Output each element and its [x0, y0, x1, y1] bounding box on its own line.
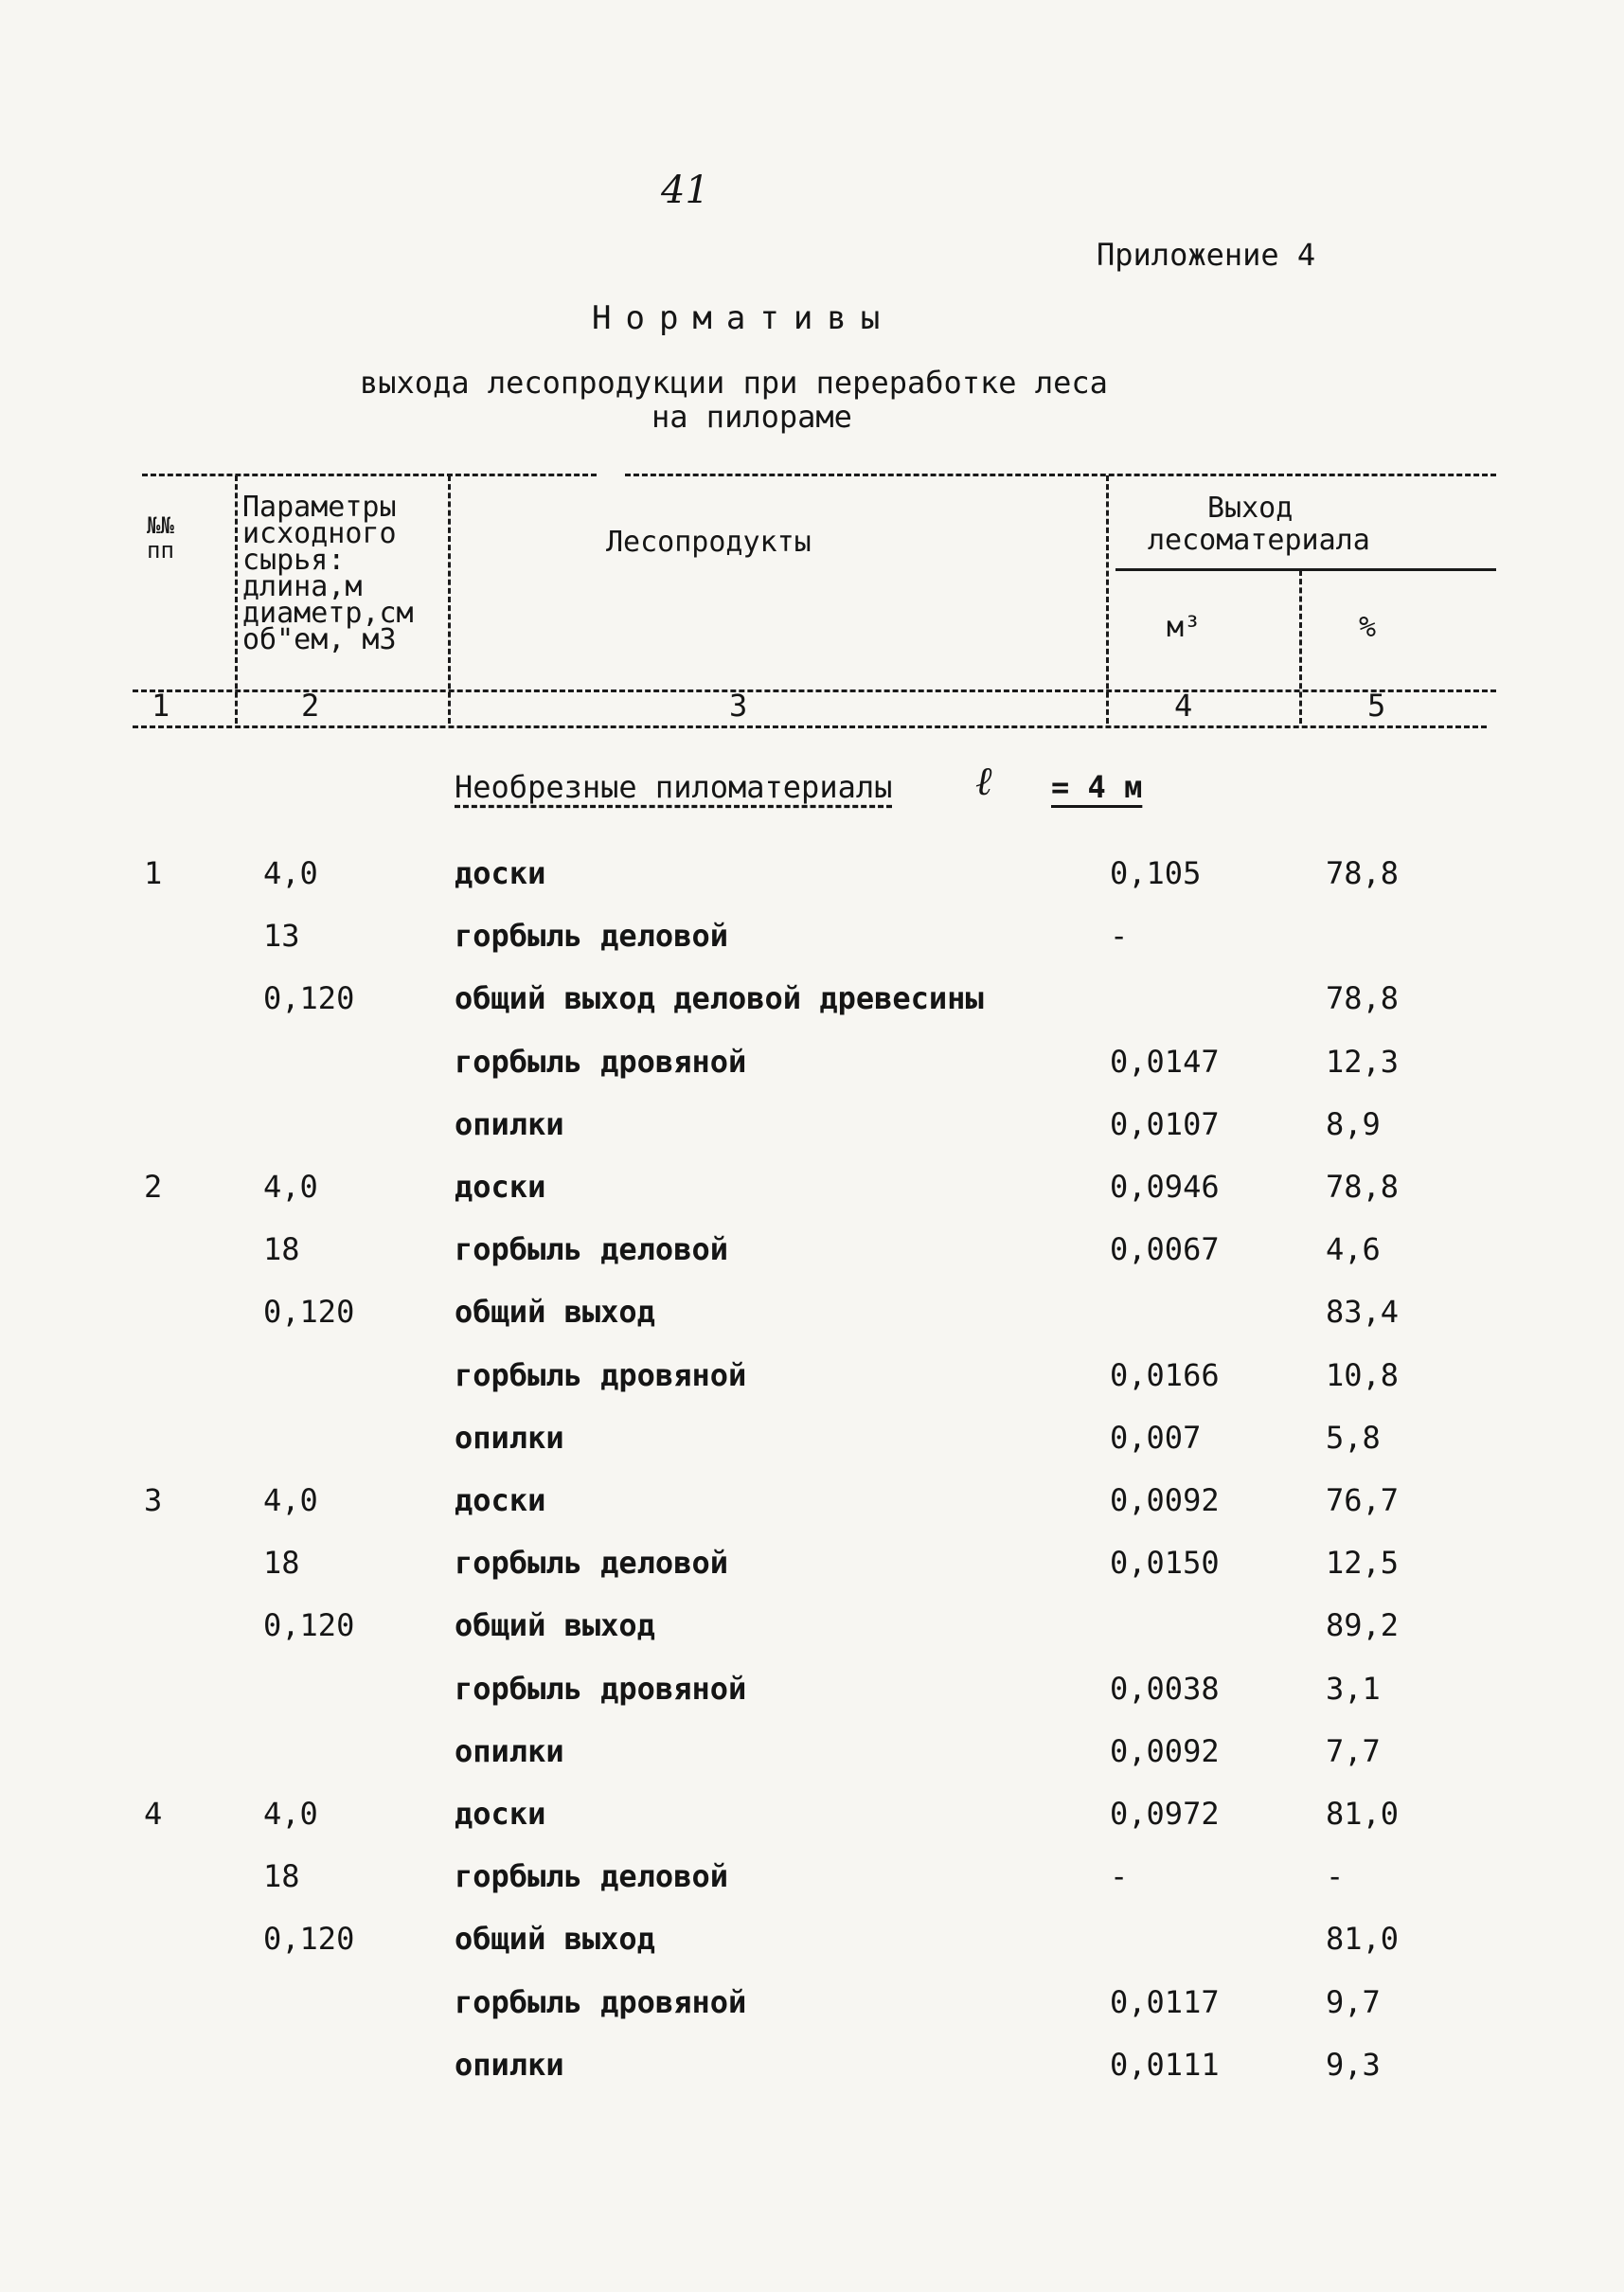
row-volume-m3: 0,0111	[1110, 2047, 1220, 2083]
section-length-value: = 4 м	[1051, 769, 1143, 805]
row-number: 3	[144, 1482, 163, 1518]
row-parameter: 0,120	[263, 980, 355, 1016]
header-divider-1	[235, 475, 238, 724]
table-row	[0, 1795, 1624, 1857]
header-number-label: №№ пп	[147, 512, 174, 564]
row-volume-m3: 0,0147	[1110, 1044, 1220, 1080]
row-product: общий выход	[455, 1921, 655, 1957]
row-volume-m3: -	[1110, 918, 1129, 954]
row-volume-m3: 0,0038	[1110, 1671, 1220, 1707]
row-number: 4	[144, 1796, 163, 1832]
row-product: общий выход	[455, 1294, 655, 1330]
header-output-rule	[1115, 568, 1496, 571]
row-parameter: 13	[263, 918, 300, 954]
header-output-line-2: лесоматериала	[1148, 524, 1370, 557]
row-percent: 78,8	[1326, 980, 1400, 1016]
row-volume-m3: 0,0946	[1110, 1169, 1220, 1205]
header-divider-4	[1299, 570, 1302, 724]
row-percent: 9,3	[1326, 2047, 1381, 2083]
row-percent: 8,9	[1326, 1106, 1381, 1142]
row-product: горбыль дровяной	[455, 1357, 747, 1393]
document-title: Нормативы	[592, 299, 895, 337]
document-subtitle-line-2: на пилораме	[651, 399, 852, 435]
row-product: горбыль дровяной	[455, 1044, 747, 1080]
row-parameter: 0,120	[263, 1294, 355, 1330]
section-title: Необрезные пиломатериалы	[455, 769, 893, 805]
row-product: опилки	[455, 1106, 564, 1142]
row-parameter: 0,120	[263, 1921, 355, 1957]
header-param-line: об"ем, м3	[242, 623, 397, 656]
row-percent: 89,2	[1326, 1607, 1400, 1643]
header-divider-3	[1106, 475, 1109, 724]
row-volume-m3: 0,0107	[1110, 1106, 1220, 1142]
row-parameter: 18	[263, 1858, 300, 1894]
row-percent: -	[1326, 1858, 1345, 1894]
table-row	[0, 1356, 1624, 1419]
row-percent: 3,1	[1326, 1671, 1381, 1707]
row-percent: 5,8	[1326, 1420, 1381, 1456]
header-top-rule-left	[142, 474, 597, 476]
table-row	[0, 1544, 1624, 1606]
header-top-rule-right	[625, 474, 1496, 476]
column-number: 5	[1367, 688, 1386, 724]
row-percent: 10,8	[1326, 1357, 1400, 1393]
header-divider-2	[448, 475, 451, 724]
header-param-line: сырья:	[242, 544, 346, 577]
header-m3: м³	[1167, 611, 1202, 644]
table-row	[0, 1983, 1624, 2046]
table-row	[0, 1481, 1624, 1544]
page-number: 41	[661, 169, 709, 212]
table-row	[0, 1857, 1624, 1920]
row-percent: 9,7	[1326, 1984, 1381, 2020]
row-percent: 12,3	[1326, 1044, 1400, 1080]
table-row	[0, 1670, 1624, 1732]
column-number: 2	[301, 688, 320, 724]
row-percent: 78,8	[1326, 855, 1400, 891]
table-row	[0, 1105, 1624, 1168]
row-product: доски	[455, 1796, 546, 1832]
header-param-line: исходного	[242, 517, 397, 550]
header-param-line: диаметр,см	[242, 597, 414, 630]
row-volume-m3: 0,0067	[1110, 1231, 1220, 1267]
table-row	[0, 1606, 1624, 1669]
table-row	[0, 1732, 1624, 1795]
row-product: опилки	[455, 1420, 564, 1456]
row-product: горбыль деловой	[455, 1545, 728, 1581]
row-volume-m3: 0,0092	[1110, 1733, 1220, 1769]
table-row	[0, 979, 1624, 1042]
row-percent: 83,4	[1326, 1294, 1400, 1330]
row-parameter: 4,0	[263, 1482, 318, 1518]
table-row	[0, 854, 1624, 917]
row-parameter: 4,0	[263, 1169, 318, 1205]
header-output-line-1: Выход	[1207, 492, 1294, 525]
table-row	[0, 1043, 1624, 1105]
row-percent: 4,6	[1326, 1231, 1381, 1267]
row-product: горбыль деловой	[455, 1858, 728, 1894]
row-parameter: 0,120	[263, 1607, 355, 1643]
row-number: 2	[144, 1169, 163, 1205]
table-row	[0, 917, 1624, 979]
row-percent: 81,0	[1326, 1921, 1400, 1957]
row-volume-m3: -	[1110, 1858, 1129, 1894]
row-product: доски	[455, 1482, 546, 1518]
row-product: доски	[455, 855, 546, 891]
row-percent: 76,7	[1326, 1482, 1400, 1518]
row-product: опилки	[455, 2047, 564, 2083]
row-product: доски	[455, 1169, 546, 1205]
row-product: общий выход	[455, 1607, 655, 1643]
row-parameter: 4,0	[263, 1796, 318, 1832]
header-products: Лесопродукты	[606, 526, 812, 559]
document-subtitle-line-1: выхода лесопродукции при переработке леса	[360, 365, 1108, 401]
row-percent: 78,8	[1326, 1169, 1400, 1205]
row-volume-m3: 0,0117	[1110, 1984, 1220, 2020]
table-row	[0, 1293, 1624, 1355]
header-percent: %	[1359, 611, 1377, 644]
row-percent: 7,7	[1326, 1733, 1381, 1769]
row-parameter: 4,0	[263, 855, 318, 891]
row-parameter: 18	[263, 1231, 300, 1267]
row-volume-m3: 0,0972	[1110, 1796, 1220, 1832]
header-param-line: длина,м	[242, 570, 363, 603]
column-number: 1	[152, 688, 170, 724]
row-product: горбыль деловой	[455, 1231, 728, 1267]
row-product: горбыль дровяной	[455, 1671, 747, 1707]
column-number: 3	[729, 688, 748, 724]
appendix-label: Приложение 4	[1097, 237, 1316, 273]
row-volume-m3: 0,0150	[1110, 1545, 1220, 1581]
row-product: опилки	[455, 1733, 564, 1769]
table-row	[0, 1168, 1624, 1230]
row-product: горбыль дровяной	[455, 1984, 747, 2020]
column-number: 4	[1174, 688, 1193, 724]
section-length-symbol: ℓ	[975, 758, 992, 804]
row-product: общий выход деловой древесины	[455, 980, 984, 1016]
table-row	[0, 1230, 1624, 1293]
row-product: горбыль деловой	[455, 918, 728, 954]
table-row	[0, 1419, 1624, 1481]
header-bottom-rule	[133, 725, 1487, 728]
header-parameters	[242, 491, 414, 656]
row-percent: 12,5	[1326, 1545, 1400, 1581]
row-number: 1	[144, 855, 163, 891]
row-percent: 81,0	[1326, 1796, 1400, 1832]
table-row	[0, 1920, 1624, 1982]
table-row	[0, 2046, 1624, 2108]
row-volume-m3: 0,0166	[1110, 1357, 1220, 1393]
row-volume-m3: 0,105	[1110, 855, 1202, 891]
row-volume-m3: 0,007	[1110, 1420, 1202, 1456]
row-parameter: 18	[263, 1545, 300, 1581]
header-mid-rule	[133, 689, 1496, 692]
header-param-line: Параметры	[242, 491, 397, 524]
row-volume-m3: 0,0092	[1110, 1482, 1220, 1518]
